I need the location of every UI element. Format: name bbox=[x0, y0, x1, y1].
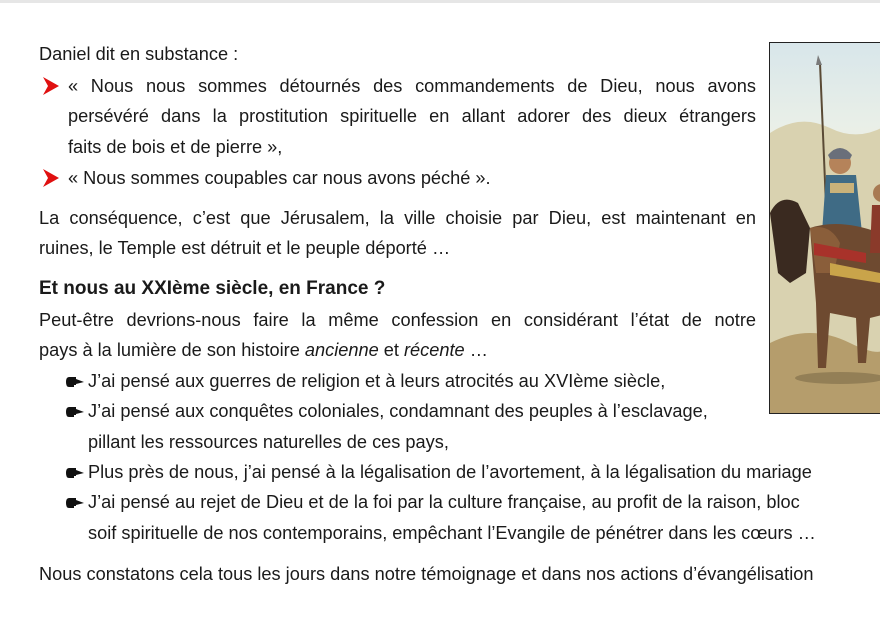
emphasis-recente: récente bbox=[404, 340, 465, 360]
bullet-2-line-2: pillant les ressources naturelles de ces pays, bbox=[88, 432, 449, 452]
quote-1-line-3: faits de bois et de pierre », bbox=[68, 137, 283, 157]
horsemen-illustration bbox=[769, 42, 880, 414]
intro-line: Daniel dit en substance : bbox=[39, 44, 239, 64]
bullet-4-line-1: J’ai pensé au rejet de Dieu et de la foi par la culture française, au profit de la raison, bloc bbox=[88, 492, 800, 512]
section-heading: Et nous au XXIème siècle, en France ? bbox=[39, 278, 386, 299]
quote-1-line-2: persévéré dans la prostitution spirituelle en allant adorer des dieux étrangers bbox=[68, 106, 756, 126]
confession-line-2 bbox=[39, 338, 488, 362]
bullet-1-line-1: J’ai pensé aux guerres de religion et à leurs atrocités au XVIème siècle, bbox=[88, 371, 666, 391]
emphasis-ancienne: ancienne bbox=[304, 340, 379, 360]
consequence-line-1: La conséquence, c’est que Jérusalem, la ville choisie par Dieu, est maintenant en bbox=[39, 208, 756, 228]
illustration-drawing bbox=[770, 43, 880, 414]
bullet-2-line-1: J’ai pensé aux conquêtes coloniales, condamnant des peuples à l’esclavage, bbox=[88, 401, 708, 421]
confession-text: pays à la lumière de son histoire bbox=[39, 340, 305, 360]
bullet-4-line-2: soif spirituelle de nos contemporains, empêchant l’Evangile de pénétrer dans les cœurs … bbox=[88, 523, 816, 543]
quote-1-line-1: « Nous nous sommes détournés des commandements de Dieu, nous avons bbox=[68, 76, 756, 96]
bullet-3-line-1: Plus près de nous, j’ai pensé à la légalisation de l’avortement, à la légalisation du mariage bbox=[88, 462, 812, 482]
red-arrowhead-icon bbox=[42, 168, 60, 188]
closing-line: Nous constatons cela tous les jours dans notre témoignage et dans nos actions d’évangélisation bbox=[39, 564, 814, 584]
red-arrowhead-icon bbox=[42, 76, 60, 96]
pointing-hand-icon bbox=[65, 406, 85, 418]
confession-line-1: Peut-être devrions-nous faire la même confession en considérant l’état de notre bbox=[39, 310, 756, 330]
pointing-hand-icon bbox=[65, 467, 85, 479]
pointing-hand-icon bbox=[65, 497, 85, 509]
confession-text: et bbox=[378, 340, 404, 360]
quote-2-line-1: « Nous sommes coupables car nous avons péché ». bbox=[68, 168, 491, 188]
confession-text: … bbox=[464, 340, 488, 360]
pointing-hand-icon bbox=[65, 376, 85, 388]
consequence-line-2: ruines, le Temple est détruit et le peuple déporté … bbox=[39, 238, 451, 258]
